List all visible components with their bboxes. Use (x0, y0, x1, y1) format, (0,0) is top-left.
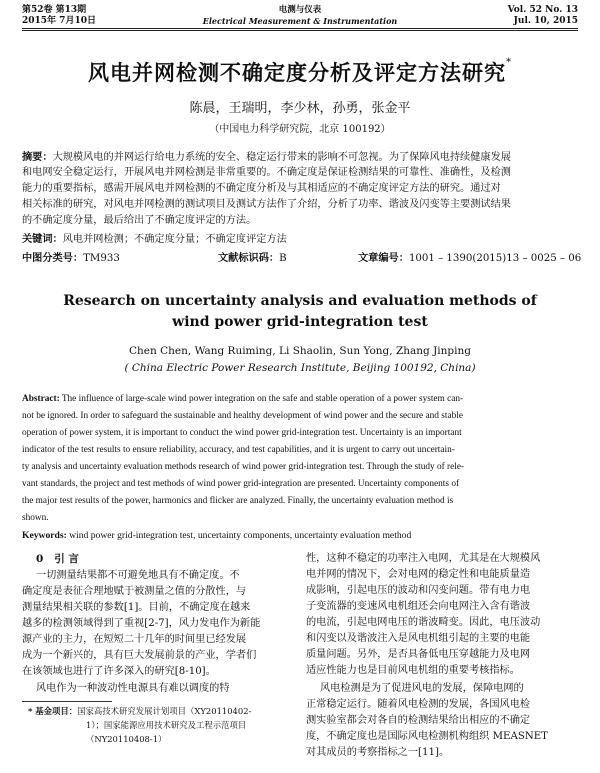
affiliation-cn: （中国电力科学研究院，北京 100192） (209, 124, 391, 135)
body-left-line: 在该领域也进行了许多深入的研究[8-10]。 (22, 666, 216, 677)
abstract-cn-line: 相关标准的研究，对风电并网检测的测试项目及测试方法作了介绍，分析了功率、谐波及闪变等主要测试结果 (22, 199, 511, 210)
journal-volume-en: Vol. 52 No. 13 (507, 5, 578, 15)
abstract-en-line: ty analysis and uncertainty evaluation methods research of wind power grid-integration test. Through the study of rele- (22, 462, 465, 472)
journal-date-en: Jul. 10, 2015 (513, 16, 578, 26)
funding-note: * 基金项目：国家高技术研究发展计划项目（XY20110402- (28, 706, 252, 716)
abstract-cn-line: 摘要：大规模风电的并网运行给电力系统的安全、稳定运行带来的影响不可忽视。为了保障风电持续健康发展 (22, 151, 511, 163)
article-number: 文章编号：1001 – 1390(2015)13 – 0025 – 06 (358, 252, 582, 264)
journal-date: 2015年 7月10日 (22, 16, 96, 26)
body-right-line: 和闪变以及谐波注入是风电机组引起的主要的电能 (306, 633, 531, 644)
body-right-line: 风电检测是为了促进风电的发展，保障电网的 (320, 683, 524, 694)
header-rule (22, 28, 578, 29)
affiliation-en: ( China Electric Power Research Institute, Beijing 100192, China) (124, 362, 476, 374)
abstract-cn-line: 的不确定度分量，最后给出了不确定度评定的方法。 (22, 215, 257, 226)
authors-cn: 陈晨，王瑞明，李少林，孙勇，张金平 (189, 101, 411, 116)
section-heading: 0 引 言 (36, 553, 79, 565)
abstract-en-line: not be ignored. In order to safeguard the sustainable and healthy development of wind power and the secure and stable (22, 411, 463, 421)
body-right-line: 度，不确定度也是国际风电检测机构组织 MEASNET (306, 731, 548, 742)
body-right-line: 适应性能力也是目前风电机组的重要考核指标。 (306, 665, 520, 676)
header-rule-2 (22, 30, 578, 31)
abstract-en-line: the major test results of the power, harmonics and flicker are analyzed. Finally, the uncertainty evaluation method is (22, 496, 454, 506)
body-left-line: 源产业的主力，在短短二十几年的时间里已经发展 (22, 634, 247, 645)
abstract-en-line: indicator of the test results to ensure reliability, accuracy, and test capabilities, and it is urgent to carry out uncertain- (22, 445, 455, 455)
footnote-rule (22, 701, 112, 702)
authors-en: Chen Chen, Wang Ruiming, Li Shaolin, Sun Yong, Zhang Jinping (129, 345, 471, 357)
document-code: 文献标识码：B (218, 252, 287, 264)
funding-note-line: 1）；国家能源应用技术研究及工程示范项目 (86, 720, 247, 730)
body-right-line: 子变流器的变速风电机组还会向电网注入含有谐波 (306, 601, 531, 612)
body-right-line: 性，这种不稳定的功率注入电网，尤其是在大规模风 (306, 553, 541, 564)
body-right-line: 电并网的情况下，会对电网的稳定性和电能质量造 (306, 569, 531, 580)
journal-volume: 第52卷 第13期 (22, 5, 87, 15)
body-right-line: 质量问题。另外，是否具备低电压穿越能力及电网 (306, 649, 531, 660)
abstract-cn-line: 和电网安全稳定运行，开展风电并网检测是非常重要的。不确定度是保证检测结果的可靠性、准确性，及检测 (22, 167, 511, 178)
paper-title-en-line2: wind power grid-integration test (172, 314, 428, 330)
journal-name-en: Electrical Measurement & Instrumentation (202, 16, 398, 26)
journal-name-cn: 电测与仪表 (278, 5, 322, 15)
keywords-cn: 关键词：风电并网检测；不确定度分量；不确定度评定方法 (22, 233, 287, 245)
funding-note-line: （NY20110408-1） (86, 734, 167, 744)
abstract-en-line: Abstract: The influence of large-scale wind power integration on the safe and stable operation of a power system can- (22, 394, 464, 404)
abstract-en-line: shown. (22, 513, 49, 523)
body-left-line: 成为一个新兴的，具有巨大发展前景的产业，学者们 (22, 650, 257, 661)
body-right-line: 正常稳定运行。随着风电检测的发展，各国风电检 (306, 699, 531, 710)
body-left-line: 确定度是表征合理地赋于被测量之值的分散性，与 (22, 586, 247, 597)
body-right-line: 成影响，引起电压的波动和闪变问题。带有电力电 (306, 585, 531, 596)
body-left-line: 越多的检测领域得到了重视[2-7]，风力发电作为新能 (22, 618, 261, 629)
paper-title-en-line1: Research on uncertainty analysis and evaluation methods of (63, 293, 537, 309)
body-right-line: 的电流，引起电网电压的谐波畸变。因此，电压波动 (306, 617, 541, 628)
body-left-line: 测量结果相关联的参数[1]。目前，不确定度在越来 (22, 602, 251, 613)
paper-title-cn: 风电并网检测不确定度分析及评定方法研究* (88, 57, 512, 85)
abstract-en-line: vant standards, the project and test methods of wind power grid-integration are presented. Uncertainty components of (22, 479, 460, 489)
body-right-line: 对其成员的考察指标之一[11]。 (306, 747, 450, 758)
abstract-cn-line: 能力的重要指标，感需开展风电并网检测的不确定度分析及与其相适应的不确定度评定方法的研究。通过对 (22, 183, 501, 194)
keywords-en: Keywords: wind power grid-integration test, uncertainty components, uncertainty evaluation method (22, 530, 412, 541)
body-left-line: 一切测量结果都不可避免地具有不确定度。不 (36, 570, 240, 581)
clc-number: 中图分类号：TM933 (22, 252, 120, 264)
body-left-line: 风电作为一种波动性电源具有难以调度的特 (36, 683, 230, 694)
abstract-en-line: operation of power system, it is important to conduct the wind power grid-integration test. Uncertainty is an important (22, 428, 462, 438)
body-right-line: 测实验室都会对各自的检测结果给出相应的不确定 (306, 715, 531, 726)
